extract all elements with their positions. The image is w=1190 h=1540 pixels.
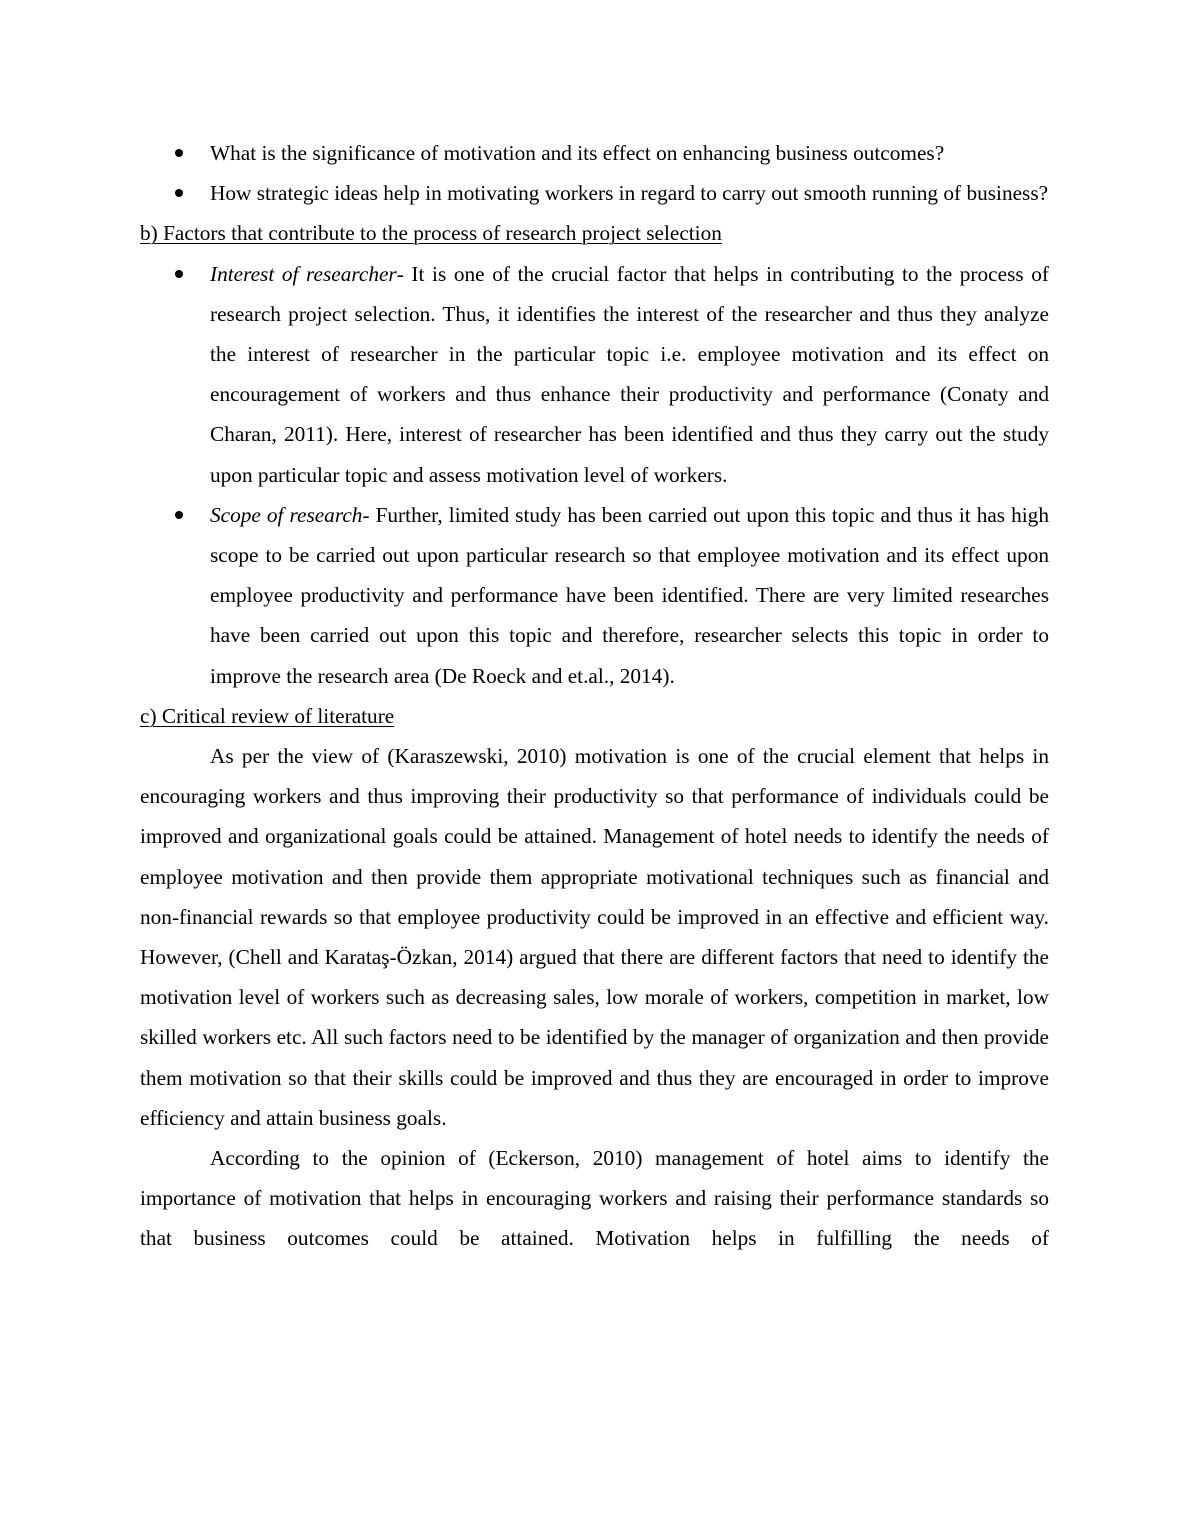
section-b-heading: b) Factors that contribute to the process of research project selection bbox=[140, 221, 722, 246]
section-c-heading: c) Critical review of literature bbox=[140, 703, 395, 728]
literature-paragraph: As per the view of (Karaszewski, 2010) motivation is one of the crucial element that helps in encouraging workers and thus improving their productivity so that performance of individuals could be improved and organizational goals could be attained. Management of hotel needs to identify the needs of employee motivation and then provide them appropriate motivational techniques such as financial and non-financial rewards so that employee productivity could be improved in an effective and efficient way. However, (Chell and Karataş-Özkan, 2014) argued that there are different factors that need to identify the motivation level of workers such as decreasing sales, low morale of workers, competition in market, low skilled workers etc. All such factors need to be identified by the manager of organization and then provide them motivation so that their skills could be improved and thus they are encouraged in order to improve efficiency and attain business goals. bbox=[140, 744, 1049, 1130]
bullet-icon bbox=[175, 149, 183, 157]
document-page bbox=[140, 133, 1049, 1259]
research-questions-list bbox=[140, 133, 1049, 213]
factor-term: Scope of research bbox=[210, 502, 363, 527]
list-item bbox=[140, 173, 1049, 213]
question-text: How strategic ideas help in motivating workers in regard to carry out smooth running of business? bbox=[210, 181, 1049, 206]
bullet-icon bbox=[175, 189, 183, 197]
literature-paragraph: According to the opinion of (Eckerson, 2010) management of hotel aims to identify the importance of motivation that helps in encouraging workers and raising their performance standards so that business outcomes could be attained. Motivation helps in fulfilling the needs of bbox=[140, 1146, 1049, 1251]
question-text: What is the significance of motivation and its effect on enhancing business outcomes? bbox=[210, 141, 945, 165]
list-item bbox=[140, 133, 1049, 173]
bullet-icon bbox=[175, 270, 183, 278]
factor-description: - It is one of the crucial factor that helps in contributing to the process of research project selection. Thus, it identifies the interest of the researcher and thus they analyze the interest of researcher in the particular topic i.e. employee motivation and its effect on encouragement of workers and thus enhance their productivity and performance (Conaty and Charan, 2011). Here, interest of researcher has been identified and thus they carry out the study upon particular topic and assess motivation level of workers. bbox=[210, 261, 1049, 487]
bullet-icon bbox=[175, 511, 183, 519]
factors-list bbox=[140, 254, 1049, 696]
list-item bbox=[140, 254, 1049, 495]
factor-description: - Further, limited study has been carried out upon this topic and thus it has high scope to be carried out upon particular research so that employee motivation and its effect upon employee productivity and performance have been identified. There are very limited researches have been carried out upon this topic and therefore, researcher selects this topic in order to improve the research area (De Roeck and et.al., 2014). bbox=[210, 502, 1049, 688]
factor-term: Interest of researcher bbox=[210, 261, 397, 286]
list-item bbox=[140, 495, 1049, 696]
